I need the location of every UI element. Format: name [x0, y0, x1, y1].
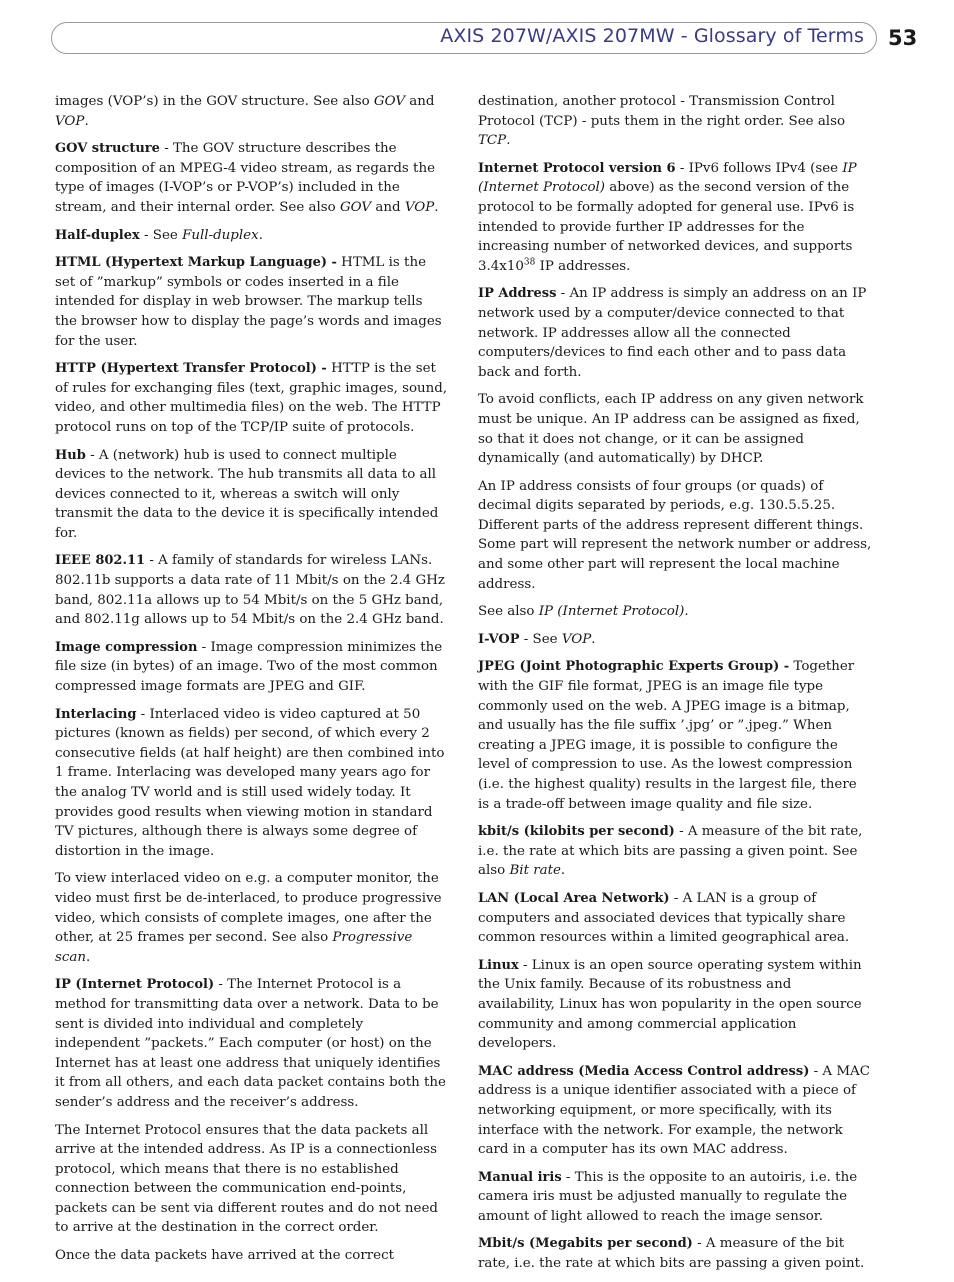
glossary-entry [478, 92, 872, 151]
glossary-entry [478, 956, 872, 1054]
glossary-entry [55, 446, 448, 544]
glossary-entry [55, 226, 448, 246]
definition-text: To view interlaced video on e.g. a computer monitor, the video must first be de-interlaced, to produce progressive video, which consists of complete images, one after the other, at 25 frames per second. See also [55, 871, 442, 946]
definition-text: - See [139, 227, 183, 243]
glossary-term: Manual iris [478, 1169, 562, 1185]
glossary-entry [478, 602, 872, 622]
definition-text: Once the data packets have arrived at the correct [55, 1248, 394, 1264]
definition-text: and [405, 94, 435, 109]
glossary-term: IEEE 802.11 [55, 553, 146, 569]
superscript: 38 [523, 257, 536, 268]
definition-text: - See [519, 631, 562, 647]
glossary-term: IP Address [478, 286, 557, 302]
glossary-term: GOV structure [55, 141, 160, 157]
definition-text: - Image compression minimizes the file size (in bytes) of an image. Two of the most common compressed image formats are JPEG and GIF. [55, 639, 443, 695]
glossary-entry [478, 657, 872, 814]
definition-text: To avoid conflicts, each IP address on any given network must be unique. An IP address can be assigned as fixed, so that it does not change, or it can be assigned dynamically (and automatically) by DHCP. [478, 392, 864, 467]
glossary-term: HTTP (Hypertext Transfer Protocol) - [55, 361, 327, 377]
definition-text: . [684, 604, 689, 620]
cross-reference: Progressive scan [55, 930, 413, 965]
definition-text: . [591, 631, 596, 647]
definition-text: - A (network) hub is used to connect multiple devices to the network. The hub transmits all data to all devices connected to it, whereas a switch will only transmit the data to the device it is specifically intended for. [55, 447, 439, 541]
definition-text: . [506, 133, 511, 149]
glossary-entry [478, 822, 872, 881]
definition-text: . [84, 113, 89, 129]
page-number: 53 [888, 26, 918, 50]
definition-text: - A measure of the bit rate, i.e. the rate at which bits are passing a given point. [478, 1236, 865, 1272]
definition-text: - A MAC address is a unique identifier associated with a piece of networking equipment, or more specifically, with its interface with the network. For example, the network card in a computer has its own MAC address. [478, 1063, 870, 1158]
glossary-entry [478, 630, 872, 650]
glossary-term: LAN (Local Area Network) [478, 890, 670, 906]
glossary-entry [55, 551, 448, 629]
glossary-entry [55, 705, 448, 862]
glossary-entry [478, 477, 872, 595]
cross-reference: Full-duplex [182, 227, 259, 243]
glossary-entry [478, 284, 872, 382]
glossary-entry [55, 359, 448, 437]
definition-text: - This is the opposite to an autoiris, i.e. the camera iris must be adjusted manually to regulate the amount of light allowed to reach the image sensor. [478, 1169, 858, 1224]
definition-text: . [560, 863, 566, 879]
definition-text: above) as the second version of the protocol to be formally adopted for general use. IPv6 is intended to provide further IP addresses for the increasing number of networked devices, and supports 3.4x10 [478, 180, 855, 274]
definition-text: - A measure of the bit rate, i.e. the rate at which bits are passing a given point. See also [478, 824, 863, 879]
glossary-entry [55, 1121, 448, 1239]
glossary-entry [478, 889, 872, 948]
cross-reference: VOP [55, 113, 85, 129]
left-column [55, 92, 448, 1274]
definition-text: Together with the GIF file format, JPEG is an image file type commonly used on the web. A JPEG image is a bitmap, and usually has the file suffix ’.jpg’ or ”.jpeg.” When creating a JPEG image, it is possible to configure the level of compression to use. As the lowest compression (i.e. the highest quality) results in the largest file, there is a trade-off between image quality and file size. [478, 659, 857, 812]
glossary-entry [55, 139, 448, 217]
definition-text: IP addresses. [535, 258, 631, 274]
glossary-term: Half-duplex [55, 227, 140, 243]
right-column [478, 92, 872, 1282]
glossary-entry [478, 1234, 872, 1273]
definition-text: An IP address consists of four groups (or quads) of decimal digits separated by periods, e.g. 130.5.5.25. Different parts of the address represent different things. Some part will represent the network number or address, and some other part will represent the local machine address. [478, 478, 872, 592]
glossary-entry [55, 869, 448, 967]
definition-text: - Linux is an open source operating system within the Unix family. Because of its robustness and availability, Linux has won popularity in the open source community and among commercial application developers. [478, 957, 862, 1052]
glossary-term: Interlacing [55, 706, 137, 722]
definition-text: The Internet Protocol ensures that the data packets all arrive at the intended address. As IP is a connectionless protocol, which means that there is no established connection between the communication end-points, packets can be sent via different routes and do not need to arrive at the destination in the correct order. [55, 1122, 438, 1236]
glossary-entry [478, 390, 872, 468]
glossary-entry [55, 253, 448, 351]
definition-text: destination, another protocol - Transmission Control Protocol (TCP) - puts them in the right order. See also [478, 94, 846, 129]
definition-text: See also [478, 604, 539, 620]
glossary-term: Mbit/s (Megabits per second) [478, 1236, 693, 1252]
cross-reference: GOV [339, 199, 372, 215]
glossary-term: IP (Internet Protocol) [55, 977, 215, 993]
glossary-term: kbit/s (kilobits per second) [478, 824, 675, 840]
definition-text: - IPv6 follows IPv4 (see [675, 160, 843, 176]
glossary-entry [478, 159, 872, 277]
glossary-term: Internet Protocol version 6 [478, 160, 676, 176]
glossary-entry [478, 1062, 872, 1160]
definition-text: - An IP address is simply an address on an IP network used by a computer/device connected to that network. IP addresses allow all the connected computers/devices to find each other and to pass data back and forth. [478, 286, 867, 380]
glossary-term: Hub [55, 447, 86, 463]
cross-reference: GOV [373, 94, 406, 109]
definition-text: - The GOV structure describes the composition of an MPEG-4 video stream, as regards the type of images (I-VOP’s or P-VOP’s) included in the stream, and their internal order. See also [55, 141, 435, 215]
glossary-term: MAC address (Media Access Control address) [478, 1063, 810, 1079]
glossary-entry [478, 1168, 872, 1227]
cross-reference: TCP [478, 133, 507, 149]
page-title: AXIS 207W/AXIS 207MW - Glossary of Terms [440, 25, 864, 47]
glossary-entry [55, 638, 448, 697]
cross-reference: VOP [404, 199, 435, 215]
definition-text: . [85, 949, 91, 965]
glossary-term: Linux [478, 957, 519, 973]
definition-text: images (VOP’s) in the GOV structure. See also [55, 94, 374, 109]
definition-text: - The Internet Protocol is a method for transmitting data over a network. Data to be sent is divided into individual and completely independent ”packets.” Each computer (or host) on the Internet has at least one address that uniquely identifies it from all others, and each data packet contains both the sender’s address and the receiver’s address. [55, 977, 446, 1110]
definition-text: - A family of standards for wireless LANs. 802.11b supports a data rate of 11 Mbit/s on the 2.4 GHz band, 802.11a allows up to 54 Mbit/s on the 5 GHz band, and 802.11g allows up to 54 Mbit/s on the 2.4 GHz band. [55, 553, 445, 628]
glossary-term: HTML (Hypertext Markup Language) - [55, 255, 337, 271]
definition-text: - A LAN is a group of computers and associated devices that typically share common resources within a limited geographical area. [478, 890, 850, 946]
glossary-term: JPEG (Joint Photographic Experts Group) - [478, 659, 790, 675]
cross-reference: IP (Internet Protocol) [538, 604, 685, 620]
definition-text: . [258, 227, 263, 243]
glossary-entry [55, 92, 448, 131]
cross-reference: VOP [561, 631, 592, 647]
definition-text: - Interlaced video is video captured at 50 pictures (known as fields) per second, of which every 2 consecutive fields (at half height) are then combined into 1 frame. Interlacing was developed many years ago for the analog TV world and is still used widely today. It provides good results when viewing motion in standard TV pictures, although there is always some degree of distortion in the image. [55, 706, 445, 859]
definition-text: HTTP is the set of rules for exchanging files (text, graphic images, sound, video, and other multimedia files) on the web. The HTTP protocol runs on top of the TCP/IP suite of protocols. [55, 361, 448, 435]
definition-text: HTML is the set of ”markup” symbols or codes inserted in a file intended for display in web browser. The markup tells the browser how to display the page’s words and images for the user. [55, 255, 442, 349]
glossary-term: I-VOP [478, 631, 520, 647]
cross-reference: IP (Internet Protocol) [478, 160, 857, 196]
definition-text: and [371, 199, 405, 215]
definition-text: . [434, 199, 439, 215]
glossary-entry [55, 975, 448, 1112]
cross-reference: Bit rate [509, 863, 561, 879]
glossary-term: Image compression [55, 639, 198, 655]
